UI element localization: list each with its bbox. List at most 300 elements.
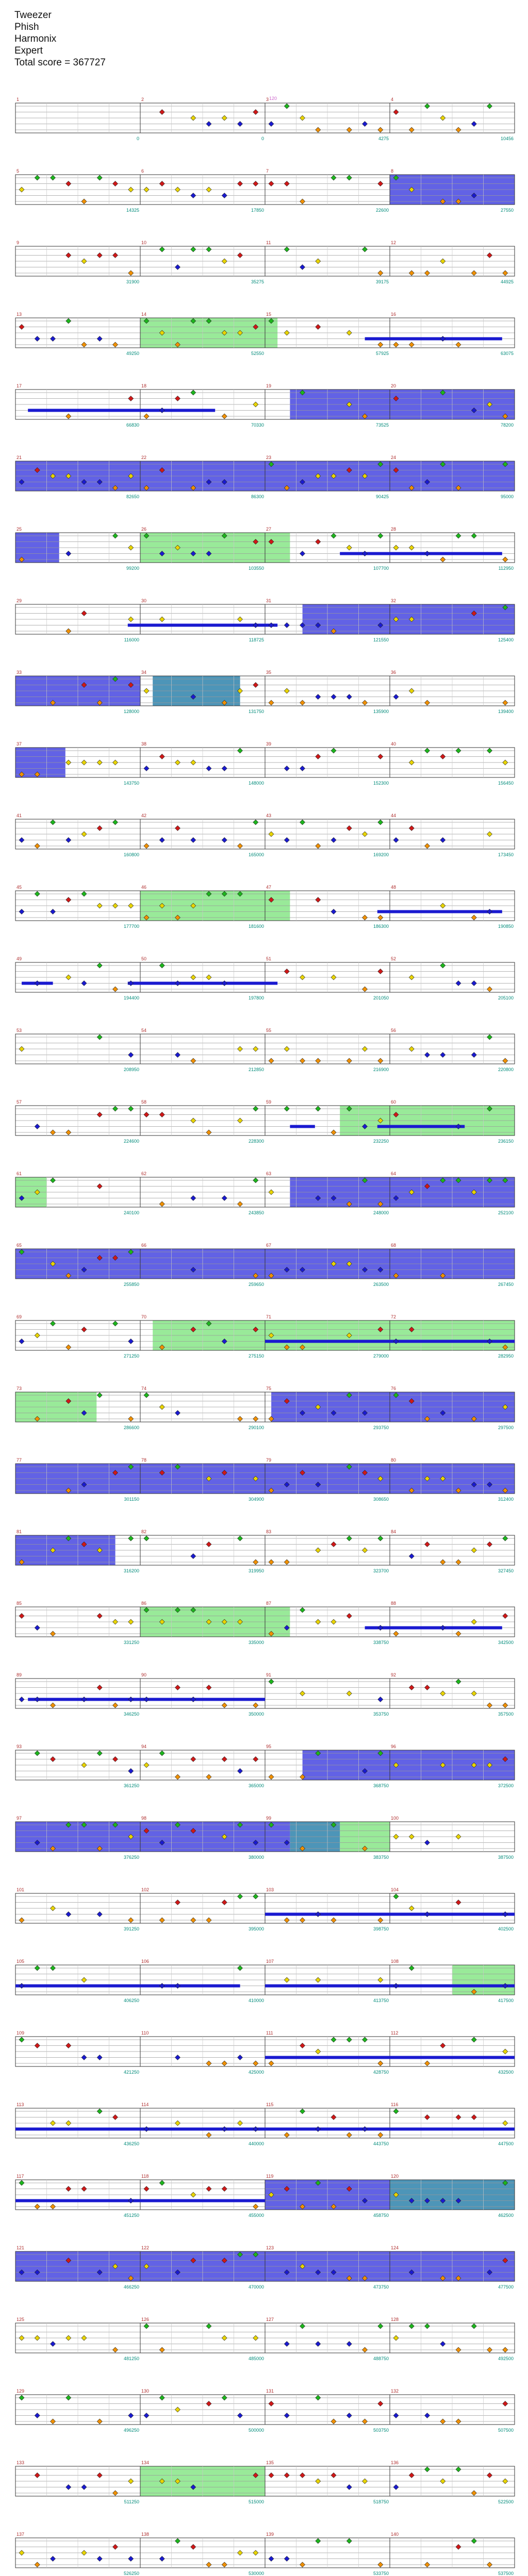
yellow-gem [331,975,336,980]
measure-number: 61 [16,1171,22,1176]
sustain-bar [265,2056,515,2059]
measure-score: 31900 [126,279,139,284]
orange-gem [440,557,446,562]
green-gem [66,2395,71,2400]
measure-number: 75 [266,1386,272,1391]
measure-number: 117 [16,2174,24,2179]
blue-gem [128,1053,134,1058]
measure-score: 335000 [248,1640,264,1645]
blue-gem [316,2342,321,2347]
red-gem [253,1757,258,1762]
measure-score: 190850 [498,924,514,929]
measure-number: 34 [141,670,147,675]
blue-gem [128,981,134,986]
green-gem [409,2324,414,2329]
orange-gem [331,2419,336,2424]
measure-number: 2 [141,97,144,102]
measure-number: 131 [266,2388,274,2394]
measure-number: 95 [266,1744,272,1749]
measure-score: 160800 [123,852,139,857]
red-gem [97,253,102,258]
yellow-gem [440,259,446,264]
green-gem [35,175,40,180]
yellow-gem [471,1548,476,1553]
yellow-gem [238,1118,243,1123]
yellow-gem [269,1190,274,1195]
blue-gem [503,1912,508,1917]
sustain-bar [265,1913,515,1916]
red-gem [300,2043,305,2048]
blue-gem [393,2413,399,2418]
measure-number: 22 [141,455,147,460]
blue-gem [362,551,368,556]
measure-number: 51 [266,956,272,961]
blue-gem [51,336,56,342]
measure-number: 13 [16,312,22,317]
green-gem [316,1106,321,1111]
red-gem [97,1614,102,1619]
measure-score: 152300 [373,781,389,786]
orange-gem [113,2490,118,2496]
green-gem [19,2180,24,2185]
blue-gem [19,1339,24,1344]
green-gem [51,1965,56,1971]
orange-gem [206,2061,211,2066]
green-gem [238,1536,243,1541]
red-gem [159,181,164,187]
blue-gem [440,2342,446,2347]
green-gem [378,820,383,825]
orange-gem [471,270,476,276]
blue-gem [128,1339,134,1344]
orange-gem [19,1918,24,1923]
blue-gem [191,1196,196,1201]
measure-score: 0 [261,136,264,141]
measure-number: 101 [16,1887,25,1892]
red-gem [19,325,24,330]
orange-gem [362,987,368,992]
yellow-gem [238,1046,243,1052]
yellow-gem [81,2550,87,2555]
measure-number: 53 [16,1028,22,1033]
orange-gem [300,700,305,705]
measure-score: 319950 [248,1568,264,1573]
green-gem [378,1536,383,1541]
orange-gem [51,1631,56,1636]
measure-number: 82 [141,1529,147,1534]
orange-gem [253,2204,258,2209]
green-gem [253,820,258,825]
green-gem [346,175,352,180]
blue-gem [128,2556,134,2562]
red-gem [113,2545,118,2550]
yellow-gem [19,187,24,192]
orange-gem [487,2562,492,2567]
measure-score: 282950 [498,1353,514,1359]
blue-gem [206,122,211,127]
measure-number: 90 [141,1672,147,1677]
measure-score: 82650 [126,494,139,499]
green-gem [300,2109,305,2114]
green-gem [362,247,368,252]
green-gem [393,1894,399,1899]
orange-gem [471,2490,476,2496]
yellow-gem [503,2121,508,2126]
blue-gem [440,336,446,342]
blue-gem [378,1625,383,1631]
yellow-gem [81,760,87,765]
green-gem [316,2538,321,2544]
orange-gem [269,700,274,705]
blue-gem [191,838,196,843]
yellow-gem [128,2479,134,2484]
measure-score: 286600 [123,1425,139,1430]
orange-gem [378,1918,383,1923]
measure-number: 69 [16,1314,22,1319]
measure-score: 380000 [248,1855,264,1860]
measure-score: 338750 [373,1640,389,1645]
yellow-gem [191,1118,196,1123]
red-gem [206,2401,211,2406]
yellow-gem [284,688,289,693]
yellow-gem [284,330,289,335]
blue-gem [19,1697,24,1702]
red-gem [284,2473,289,2478]
measure-score: 17850 [251,208,264,213]
yellow-gem [206,975,211,980]
measure-score: 391250 [123,1926,139,1931]
measure-score: 470000 [248,2284,264,2290]
blue-gem [144,1697,149,1702]
orange-gem [66,414,71,419]
sustain-bar [265,1985,515,1988]
orange-gem [503,1703,508,1708]
measure-score: 205100 [498,995,514,1001]
measure-score: 346250 [123,1711,139,1717]
orange-gem [159,1918,164,1923]
green-gem [331,533,336,538]
yellow-gem [113,1619,118,1624]
orange-gem [238,843,243,849]
orange-gem [66,1345,71,1350]
measure-score: 66830 [126,422,139,428]
orange-gem [456,1631,461,1636]
green-gem [238,1965,243,1971]
yellow-gem [409,1834,414,1839]
yellow-gem [316,2049,321,2054]
measure-score: 197800 [248,995,264,1001]
measure-score: 518750 [373,2499,389,2504]
yellow-gem [19,1046,24,1052]
blue-gem [81,2055,87,2060]
measure-number: 31 [266,598,272,603]
red-gem [81,611,87,616]
blue-gem [238,2413,243,2418]
measure-number: 55 [266,1028,272,1033]
blue-gem [300,265,305,270]
red-gem [253,683,258,688]
measure-score: 177700 [123,924,139,929]
measure-score: 27550 [500,208,514,213]
green-gem [487,1035,492,1040]
orange-gem [269,1774,274,1780]
blue-gem [393,1984,399,1989]
blue-gem [128,2413,134,2418]
red-gem [316,754,321,759]
green-gem [97,1393,102,1398]
red-gem [35,2473,40,2478]
red-gem [222,1757,227,1762]
measure-score: 361250 [123,1783,139,1788]
blue-gem [35,1697,40,1702]
blue-gem [175,981,180,986]
orange-gem [331,1130,336,1135]
orange-gem [81,199,87,204]
orange-gem [144,414,149,419]
measure-score: 290100 [248,1425,264,1430]
measure-score: 232250 [373,1139,389,1144]
yellow-gem [144,1762,149,1768]
orange-gem [440,2419,446,2424]
measure-number: 65 [16,1243,22,1248]
yellow-gem [300,115,305,121]
measure-score: 308650 [373,1497,389,1502]
blue-gem [175,2055,180,2060]
red-gem [300,2473,305,2478]
orange-gem [503,700,508,705]
measure-number: 129 [16,2388,25,2394]
orange-gem [253,1560,258,1565]
measure-score: 63075 [500,351,514,356]
measure-number: 87 [266,1601,272,1606]
measure-number: 70 [141,1314,147,1319]
yellow-gem [409,975,414,980]
measure-number: 110 [141,2030,149,2036]
orange-gem [113,1703,118,1708]
measure-number: 67 [266,1243,272,1248]
red-gem [144,2187,149,2192]
measure-number: 6 [141,168,144,174]
green-gem [440,963,446,968]
measure-score: 4275 [378,136,389,141]
yellow-gem [66,2121,71,2126]
red-gem [378,754,383,759]
measure-number: 112 [391,2030,399,2036]
green-gem [97,1035,102,1040]
blue-gem [97,336,102,342]
measure-score: 466250 [123,2284,139,2290]
measure-score: 304900 [248,1497,264,1502]
measure-number: 80 [391,1458,397,1463]
yellow-gem [409,688,414,693]
red-gem [191,1757,196,1762]
orange-gem [269,1058,274,1063]
measure-score: 387500 [498,1855,514,1860]
green-gem [128,1106,134,1111]
yellow-gem [503,2479,508,2484]
blue-gem [66,838,71,843]
blue-gem [471,122,476,127]
measure-score: 267450 [498,1282,514,1287]
yellow-gem [128,545,134,550]
blue-gem [175,265,180,270]
red-gem [284,969,289,974]
measure-number: 3 [266,97,269,102]
blue-gem [206,766,211,771]
orange-gem [378,127,383,132]
green-gem [19,2395,24,2400]
orange-gem [144,843,149,849]
green-gem [471,2538,476,2544]
measure-number: 58 [141,1099,147,1105]
green-gem [144,1536,149,1541]
red-gem [503,2401,508,2406]
green-gem [346,1536,352,1541]
red-gem [113,181,118,187]
measure-number: 74 [141,1386,147,1391]
yellow-gem [253,402,258,407]
green-gem [269,1679,274,1684]
measure-score: 169200 [373,852,389,857]
green-gem [456,533,461,538]
red-gem [456,2545,461,2550]
yellow-gem [409,545,414,550]
green-gem [425,104,430,109]
green-gem [175,2538,180,2544]
yellow-gem [456,1834,461,1839]
blue-gem [159,1984,164,1989]
measure-number: 99 [266,1816,272,1821]
orange-gem [456,2419,461,2424]
measure-score: 417500 [498,1998,514,2003]
measure-number: 5 [16,168,20,174]
measure-number: 88 [391,1601,397,1606]
red-gem [331,2473,336,2478]
measure-score: 421250 [123,2070,139,2075]
red-gem [346,826,352,831]
orange-gem [378,2132,383,2138]
red-gem [425,2115,430,2120]
blue-gem [19,909,24,914]
measure-score: 350000 [248,1711,264,1717]
measure-number: 105 [16,1959,25,1964]
measure-score: 428750 [373,2070,389,2075]
yellow-gem [81,1762,87,1768]
measure-number: 35 [266,670,272,675]
measure-score: 181600 [248,924,264,929]
orange-gem [378,2061,383,2066]
red-gem [425,1685,430,1690]
orange-gem [346,127,352,132]
measure-score: 443750 [373,2141,389,2146]
red-gem [66,2043,71,2048]
measure-score: 22600 [375,208,389,213]
measure-number: 15 [266,312,272,317]
measure-score: 70330 [251,422,264,428]
red-gem [191,2545,196,2550]
measure-score: 10456 [500,136,514,141]
yellow-gem [191,975,196,980]
measure-number: 47 [266,885,272,890]
green-gem [284,1106,289,1111]
measure-score: 458750 [373,2213,389,2218]
artist-name: Phish [14,22,39,32]
yellow-gem [113,903,118,908]
measure-score: 533750 [373,2571,389,2576]
orange-gem [238,1416,243,1421]
yellow-gem [393,545,399,550]
green-gem [253,1106,258,1111]
green-gem [81,891,87,896]
yellow-gem [316,2479,321,2484]
measure-score: 413750 [373,1998,389,2003]
blue-gem [284,2556,289,2562]
yellow-gem [471,1691,476,1696]
orange-gem [346,2132,352,2138]
measure-score: 252100 [498,1210,514,1215]
blue-gem [284,838,289,843]
measure-score: 90425 [375,494,389,499]
orange-gem [253,1416,258,1421]
yellow-gem [409,760,414,765]
blue-gem [471,1053,476,1058]
measure-number: 68 [391,1243,397,1248]
yellow-gem [503,2049,508,2054]
total-score: Total score = 367727 [14,57,106,68]
yellow-gem [191,2192,196,2197]
red-gem [316,325,321,330]
green-gem [159,247,164,252]
green-gem [300,1607,305,1613]
measure-number: 76 [391,1386,397,1391]
red-gem [409,826,414,831]
measure-number: 54 [141,1028,147,1033]
blue-gem [284,766,289,771]
blue-gem [456,981,461,986]
orange-gem [378,342,383,347]
measure-number: 108 [391,1959,399,1964]
measure-score: 473750 [373,2284,389,2290]
measure-number: 138 [141,2532,150,2537]
yellow-gem [66,975,71,980]
blue-gem [51,2556,56,2562]
red-gem [316,897,321,903]
orange-gem [425,2562,430,2567]
green-gem [66,318,71,324]
measure-score: 135900 [373,709,389,714]
red-gem [144,1112,149,1117]
measure-number: 137 [16,2532,25,2537]
blue-gem [331,909,336,914]
yellow-gem [393,1834,399,1839]
blue-gem [81,2485,87,2490]
green-gem [393,2109,399,2114]
blue-gem [191,1554,196,1559]
measure-number: 111 [266,2030,273,2036]
measure-number: 124 [391,2245,399,2250]
green-gem [159,963,164,968]
blue-gem [144,2413,149,2418]
measure-number: 21 [16,455,22,460]
orange-gem [51,2204,56,2209]
green-gem [206,247,211,252]
yellow-gem [97,903,102,908]
red-gem [503,1614,508,1619]
measure-number: 4 [391,97,394,102]
measure-number: 81 [16,1529,22,1534]
measure-number: 29 [16,598,22,603]
orange-gem [456,342,461,347]
